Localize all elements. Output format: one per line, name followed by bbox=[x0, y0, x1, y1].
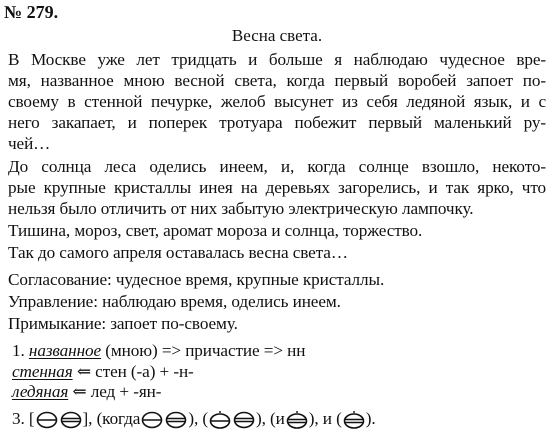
bracket-open: [ bbox=[28, 409, 35, 428]
item-number: 1. bbox=[12, 341, 25, 360]
scheme-when: (когда bbox=[96, 409, 141, 428]
morph-item-2 bbox=[12, 362, 194, 382]
word-mnoyu: (мною) bbox=[105, 341, 158, 360]
subject-symbol-icon bbox=[141, 411, 163, 429]
predicate-symbol-icon bbox=[60, 411, 82, 429]
government-line: Управление: наблюдаю время, оделись инеем. bbox=[8, 292, 341, 311]
text-line: чей… bbox=[8, 134, 51, 153]
derivation-text: стен (-а) + -н- bbox=[95, 362, 194, 381]
text-line: Тишина, мороз, свет, аромат мороза и солнца, торжество. bbox=[8, 221, 423, 240]
word-stennaya: стенная bbox=[12, 362, 73, 381]
text-line: него закапает, и поперек тротуара побежит первый маленький ру- bbox=[8, 113, 546, 132]
left-arrow-icon: ⇐ bbox=[76, 362, 91, 381]
text-line: Так до самого апреля оставалась весна света… bbox=[8, 243, 348, 262]
predicate-symbol-icon bbox=[165, 411, 187, 429]
derivation-text: => причастие => нн bbox=[161, 341, 306, 360]
predicate-symbol-icon bbox=[233, 411, 255, 429]
text-line: До солнца леса оделись инеем, и, когда солнце взошло, некото- bbox=[8, 157, 546, 176]
text-line: своему в стенной печурке, желоб высунет из себя ледяной язык, и с bbox=[8, 92, 546, 111]
text-line: нельзя было отличить от них забытую электрическую лампочку. bbox=[8, 199, 474, 218]
exercise-number: № 279. bbox=[4, 2, 59, 22]
text-line: В Москве уже лет тридцать и больше я наблюдаю чудесное вре- bbox=[8, 50, 546, 69]
paren-close: ), bbox=[188, 409, 199, 428]
adjunction-line: Примыкание: запоет по-своему. bbox=[8, 314, 238, 333]
agreement-line: Согласование: чудесное время, крупные кристаллы. bbox=[8, 270, 385, 289]
word-nazvannoe: названное bbox=[28, 341, 102, 360]
morph-item-3 bbox=[12, 382, 161, 402]
subject-symbol-icon bbox=[36, 411, 58, 429]
text-line: мя, названное мною весной света, когда первый воробей запоет по- bbox=[8, 71, 546, 90]
left-arrow-icon: ⇐ bbox=[72, 382, 87, 401]
predicate-symbol-icon bbox=[343, 411, 365, 429]
word-ledyanaya: ледяная bbox=[12, 382, 69, 401]
morph-item-1 bbox=[12, 341, 305, 361]
text-line: рые крупные кристаллы инея на деревьях загорелись, и так ярко, что bbox=[8, 178, 546, 197]
paren-close: ), bbox=[255, 409, 266, 428]
predicate-symbol-icon bbox=[286, 411, 308, 429]
subject-symbol-icon bbox=[209, 411, 231, 429]
bracket-close: ], bbox=[82, 409, 93, 428]
paren-close: ), bbox=[308, 409, 319, 428]
scheme-number: 3. bbox=[12, 409, 25, 428]
sentence-scheme: 3. [ ], (когда ), ( ), (и ), и ( ). bbox=[12, 409, 376, 428]
scheme-and: и bbox=[322, 409, 332, 428]
text-title: Весна света. bbox=[231, 26, 323, 45]
scheme-and: (и bbox=[270, 409, 285, 428]
derivation-text: лед + -ян- bbox=[90, 382, 162, 401]
